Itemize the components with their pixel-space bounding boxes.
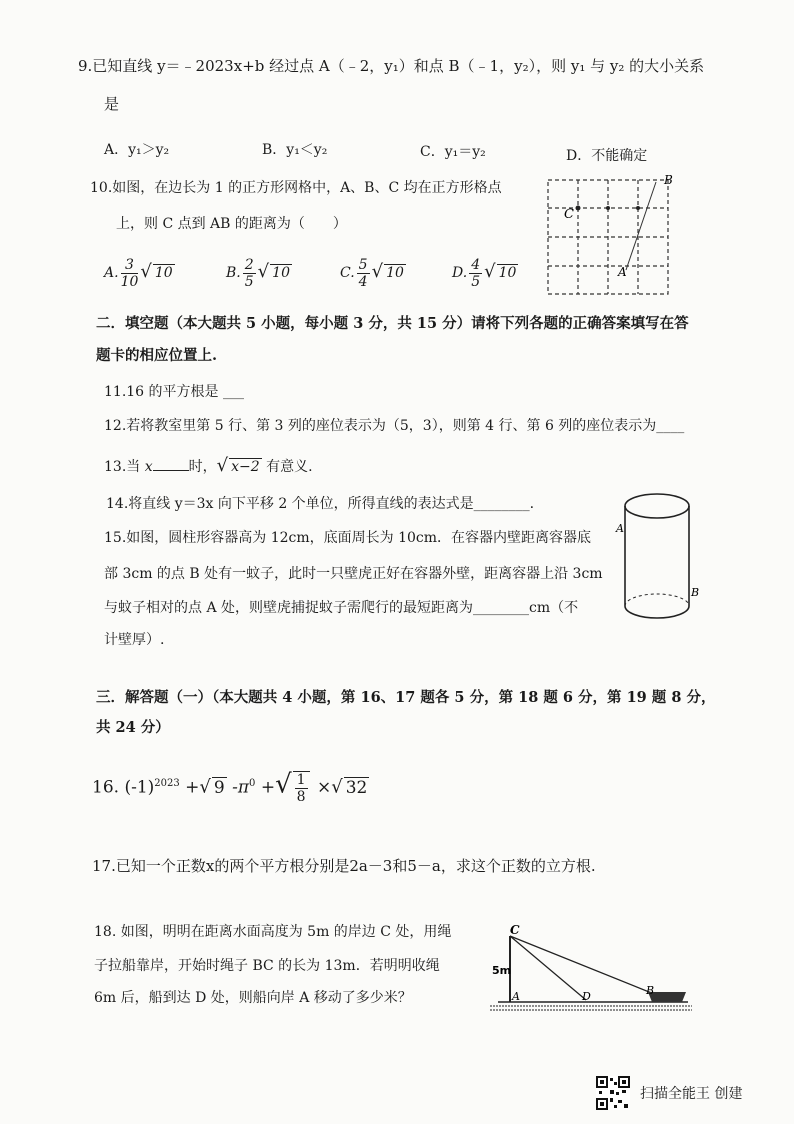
q18-rope-cb [510,936,664,998]
q18-line2: 子拉船靠岸，开始时绳子 BC 的长为 13m．若明明收绳 [94,958,440,974]
q15-line2: 部 3cm 的点 B 处有一蚊子，此时一只壁虎正好在容器外壁，距离容器上沿 3cm [104,566,603,582]
watermark-text: 扫描全能王 创建 [640,1086,743,1102]
q9-text-continued: 是 [104,95,120,113]
q10-option-c: C. $\frac{5}{4}$ √ 10 [340,256,404,290]
q18-line1: 18. 如图，明明在距离水面高度为 5m 的岸边 C 处，用绳 [94,924,452,940]
q9-text: 9.已知直线 y＝﹣2023x+b 经过点 A（﹣2，y₁）和点 B（﹣1，y₂），则 y₁ 与 y₂ 的大小关系 [78,57,705,75]
q18-label-d: D [582,990,591,1003]
q10-segment-ab [626,182,656,270]
q15-line1: 15.如图，圆柱形容器高为 12cm，底面周长为 10cm．在容器内壁距离容器底 [104,530,592,546]
q9-option-b: B．y₁＜y₂ [262,142,328,158]
section2-heading-continued: 题卡的相应位置上. [96,347,218,364]
q13-text: 13.当 x 时，√ x−2 有意义. [104,455,313,476]
q10-label-b: B [664,173,673,187]
q9-option-c: C．y₁＝y₂ [420,144,486,160]
q18-label-b: B [646,984,655,997]
q9-option-d: D．不能确定 [566,148,648,164]
q10-line2: 上，则 C 点到 AB 的距离为（ ） [116,216,347,232]
q10-line1: 10.如图，在边长为 1 的正方形网格中，A、B、C 均在正方形格点 [90,180,502,196]
q18-label-a: A [512,990,520,1003]
q9-option-a: A．y₁＞y₂ [104,142,170,158]
q10-grid-figure [540,170,680,300]
q10-option-d: D. $\frac{4}{5}$ √ 10 [452,256,517,290]
q15-line4: 计壁厚）. [104,632,165,648]
q17-text: 17.已知一个正数x的两个平方根分别是2a－3和5－a，求这个正数的立方根. [92,857,596,875]
q18-boat-figure [482,922,700,1018]
q14-text: 14.将直线 y＝3x 向下平移 2 个单位，所得直线的表达式是________. [106,496,535,512]
q10-option-b: B. $\frac{2}{5}$ √ 10 [226,256,290,290]
q10-label-c: C [564,207,574,222]
section2-heading: 二．填空题（本大题共 5 小题，每小题 3 分，共 15 分）请将下列各题的正确答案填写在答 [96,315,689,332]
q10-point-c [576,206,581,211]
q15-label-b: B [691,586,700,599]
q18-line3: 6m 后，船到达 D 处，则船向岸 A 移动了多少米？ [94,990,412,1006]
section3-heading-continued: 共 24 分） [96,719,170,736]
q18-label-height: 5m [492,964,512,977]
q10-option-a: A. $\frac{3}{10}$ √ 10 [104,256,173,290]
q15-cylinder-figure [612,488,702,626]
q18-label-c: C [510,923,520,937]
q16-expression: 16. $(-1)^{2023}$ +√ 9 $-\pi^0$ +√ $\frac{1}{8}$ ×√ 32 [92,769,368,806]
q18-rope-cd [510,936,586,1000]
q11-text: 11.16 的平方根是 ___ [104,384,244,400]
q12-text: 12.若将教室里第 5 行、第 3 列的座位表示为（5，3），则第 4 行、第 6 列的座位表示为____ [104,418,685,434]
q15-label-a: A [616,522,624,535]
q10-label-a: A [618,265,627,279]
section3-heading: 三．解答题（一）（本大题共 4 小题，第 16、17 题各 5 分，第 18 题 6 分，第 19 题 8 分， [96,689,716,706]
q15-line3: 与蚊子相对的点 A 处，则壁虎捕捉蚊子需爬行的最短距离为________cm（不 [104,600,579,616]
qr-code-icon [596,1076,630,1110]
